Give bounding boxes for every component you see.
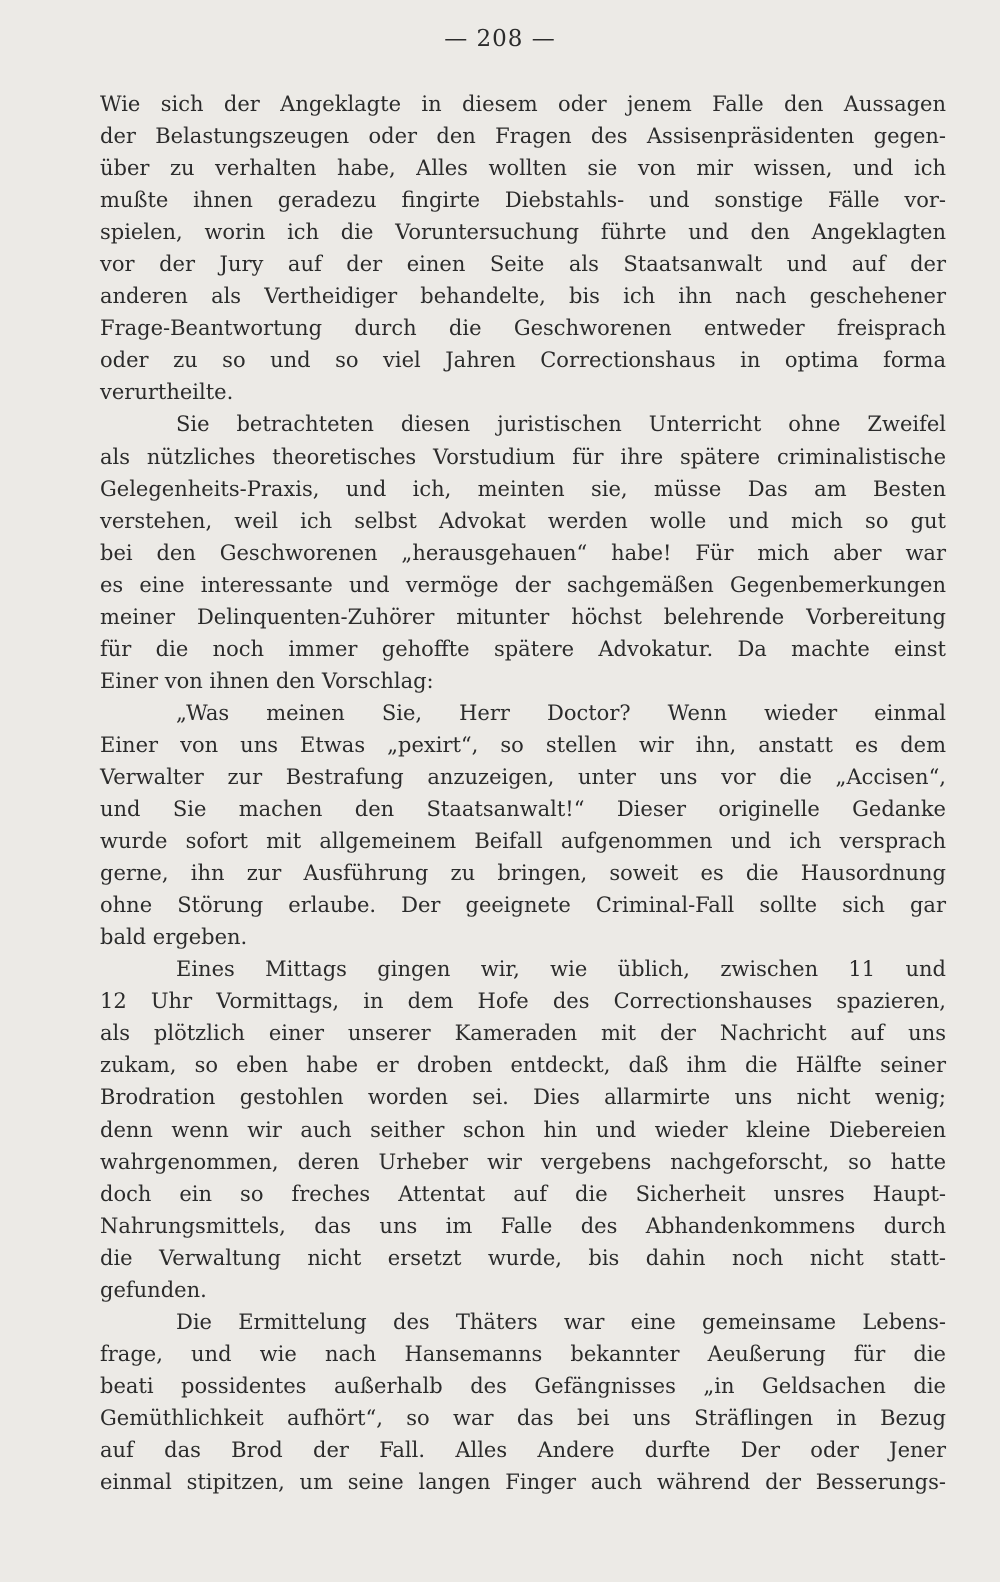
text-line: Die Ermittelung des Thäters war eine gemeinsame Lebens- [176,1309,946,1334]
text-line: der Belastungszeugen oder den Fragen des Assisenpräsidenten gegen- [100,124,946,149]
text-line: Eines Mittags gingen wir, wie üblich, zwischen 11 und [176,957,946,982]
text-line: „Was meinen Sie, Herr Doctor? Wenn wieder einmal [176,700,946,725]
text-line: Einer von ihnen den Vorschlag: [100,668,434,693]
text-line: Frage-Beantwortung durch die Geschworenen entweder freisprach [100,316,946,341]
text-line: Gemüthlichkeit aufhört“, so war das bei uns Sträflingen in Bezug [100,1405,946,1430]
text-line: Wie sich der Angeklagte in diesem oder jenem Falle den Aussagen [100,92,946,116]
text-line: vor der Jury auf der einen Seite als Staatsanwalt und auf der [100,252,946,277]
text-line: als nützliches theoretisches Vorstudium für ihre spätere criminalistische [100,444,946,469]
text-line: mußte ihnen geradezu fingirte Diebstahls- und sonstige Fälle vor- [100,188,946,213]
text-line: wahrgenommen, deren Urheber wir vergebens nachgeforscht, so hatte [100,1149,946,1174]
text-line: Gelegenheits-Praxis, und ich, meinten sie, müsse Das am Besten [100,476,946,501]
text-line: es eine interessante und vermöge der sachgemäßen Gegenbemerkungen [100,572,946,597]
page-number: — 208 — [444,26,556,52]
text-line: ohne Störung erlaube. Der geeignete Criminal-Fall sollte sich gar [100,893,946,918]
text-line: zukam, so eben habe er droben entdeckt, daß ihm die Hälfte seiner [100,1053,946,1078]
text-line: Einer von uns Etwas „pexirt“, so stellen wir ihn, anstatt es dem [100,732,946,757]
text-line: wurde sofort mit allgemeinem Beifall aufgenommen und ich versprach [100,829,946,854]
text-line: als plötzlich einer unserer Kameraden mit der Nachricht auf uns [100,1021,946,1046]
text-line: für die noch immer gehoffte spätere Advokatur. Da machte einst [100,636,946,661]
text-line: anderen als Vertheidiger behandelte, bis ich ihn nach geschehener [100,284,946,309]
text-line: gefunden. [100,1277,207,1302]
text-line: doch ein so freches Attentat auf die Sicherheit unsres Haupt- [100,1181,946,1206]
text-line: auf das Brod der Fall. Alles Andere durfte Der oder Jener [100,1437,946,1462]
text-line: bald ergeben. [100,925,248,950]
text-line: Brodration gestohlen worden sei. Dies allarmirte uns nicht wenig; [100,1085,946,1110]
page-body-text [100,88,946,1498]
text-line: oder zu so und so viel Jahren Correctionshaus in optima forma [100,348,946,373]
text-line: gerne, ihn zur Ausführung zu bringen, soweit es die Hausordnung [100,861,946,886]
text-line: frage, und wie nach Hansemanns bekannter Aeußerung für die [100,1341,946,1366]
text-line: die Verwaltung nicht ersetzt wurde, bis dahin noch nicht statt- [100,1245,946,1270]
text-line: über zu verhalten habe, Alles wollten sie von mir wissen, und ich [100,156,946,181]
text-line: Sie betrachteten diesen juristischen Unterricht ohne Zweifel [176,412,946,437]
text-line: beati possidentes außerhalb des Gefängnisses „in Geldsachen die [100,1373,946,1398]
text-line: meiner Delinquenten-Zuhörer mitunter höchst belehrende Vorbereitung [100,604,946,629]
text-line: Verwalter zur Bestrafung anzuzeigen, unter uns vor die „Accisen“, [100,764,946,789]
text-line: spielen, worin ich die Voruntersuchung führte und den Angeklagten [100,220,946,245]
text-line: 12 Uhr Vormittags, in dem Hofe des Correctionshauses spazieren, [100,989,946,1014]
text-line: verurtheilte. [100,380,234,405]
text-line: verstehen, weil ich selbst Advokat werden wolle und mich so gut [100,508,946,533]
text-line: denn wenn wir auch seither schon hin und wieder kleine Diebereien [100,1117,946,1142]
text-line: Nahrungsmittels, das uns im Falle des Abhandenkommens durch [100,1213,946,1238]
text-line: und Sie machen den Staatsanwalt!“ Dieser originelle Gedanke [100,797,946,822]
text-line: einmal stipitzen, um seine langen Finger auch während der Besserungs- [100,1470,946,1495]
text-line: bei den Geschworenen „herausgehauen“ habe! Für mich aber war [100,540,946,565]
